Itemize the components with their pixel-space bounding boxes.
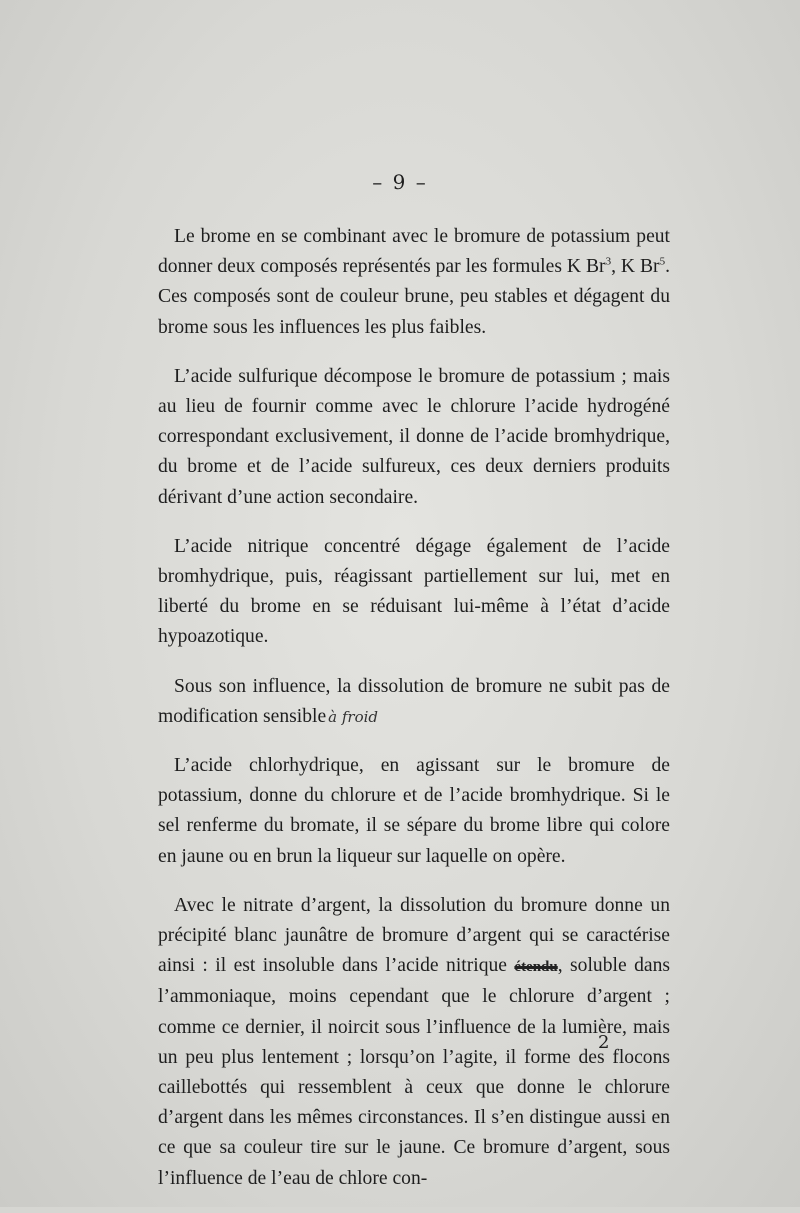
formula-superscript: 3 [605,255,612,268]
paragraph-6-text: Avec le nitrate d’argent, la dissolution du bromure donne un précipité blanc jaunâtre de bromure d’argent qui se caractérise ainsi : il est insoluble dans l’acide nitrique [158,894,670,977]
page-number-header: – 9 – [372,170,428,194]
paragraph-2: L’acide sulfurique décompose le bromure de potassium ; mais au lieu de fournir comme avec le chlorure l’acide hydrogéné correspondant exclusivement, il donne de l’acide bromhydrique, du brome et de l’acide sulfureux, ces deux derniers produits dérivant d’une action secondaire. [158,365,670,508]
paragraph-5: L’acide chlorhydrique, en agissant sur le bromure de potassium, donne du chlorure et de l’acide bromhydrique. Si le sel renferme du bromate, il se sépare du brome libre qui colore en jaune ou en brun la liqueur sur laquelle on opère. [158,755,670,867]
formula-superscript: 5 [659,255,666,268]
text-body [158,222,670,1213]
paragraph-4-text: Sous son influence, la dissolution de bromure ne subit pas de modification sensible [158,675,670,727]
handwritten-annotation: à froid [328,707,379,726]
paragraph-4 [158,672,670,732]
paragraph-3: L’acide nitrique concentré dégage également de l’acide bromhydrique, puis, réagissant partiellement sur lui, met en liberté du brome en se réduisant lui-même à l’état d’acide hypoazotique. [158,535,670,648]
struck-word: étendu [514,959,558,976]
paragraph-1-formula: , K Br [611,256,660,278]
paragraph-1 [158,222,670,343]
paragraph-6 [158,891,670,1194]
signature-mark: 2 [598,1032,610,1053]
paragraph-1-text-end: . Ces composés sont de couleur brune, peu stables et dégagent du brome sous les influences les plus faibles. [158,256,670,338]
paragraph-1-text: Le brome en se combinant avec le bromure de potassium peut donner deux composés représentés par les formules K Br [158,226,670,278]
paragraph-6-text-end: , soluble dans l’ammoniaque, moins cependant que le chlorure d’argent ; comme ce dernier, il noircit sous l’influence de la lumière, mais un peu plus lentement ; lorsqu’on l’agite, il forme des flocons caillebottés qui ressemblent à ceux que donne le chlorure d’argent dans les mêmes circonstances. Il s’en distingue aussi en ce que sa couleur tire sur le jaune. Ce bromure d’argent, sous l’influence de l’eau de chlore con- [158,955,670,1189]
